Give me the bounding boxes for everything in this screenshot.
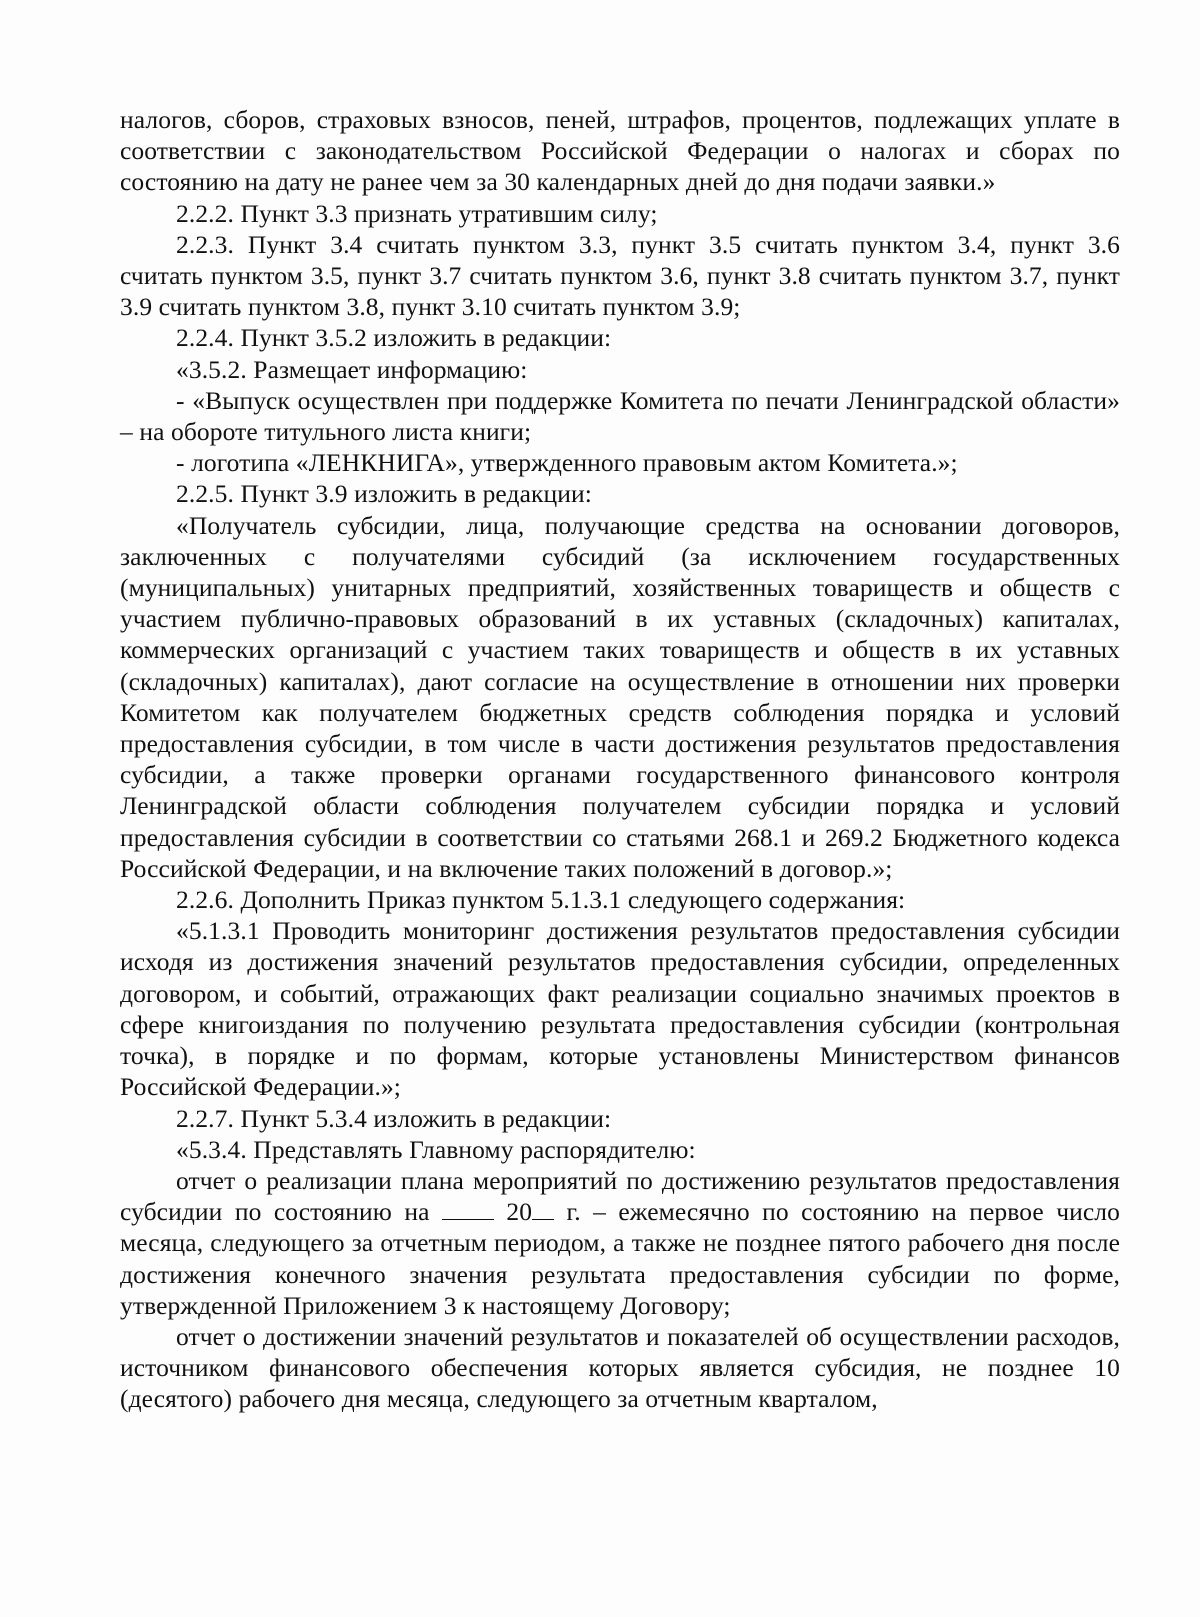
paragraph-info-logo: - логотипа «ЛЕНКНИГА», утвержденного правовым актом Комитета.»; bbox=[176, 448, 958, 478]
paragraph-2-2-5: 2.2.5. Пункт 3.9 изложить в редакции: bbox=[176, 479, 592, 509]
year-blank-field bbox=[532, 1197, 554, 1220]
paragraph-2-2-2: 2.2.2. Пункт 3.3 признать утратившим силу; bbox=[176, 198, 658, 228]
date-blank-field bbox=[442, 1197, 494, 1220]
paragraph-5-3-4: «5.3.4. Представлять Главному распорядителю: bbox=[176, 1134, 696, 1164]
paragraph-3-5-2: «3.5.2. Размещает информацию: bbox=[176, 354, 528, 384]
paragraph-taxes-continuation: налогов, сборов, страховых взносов, пеней, штрафов, процентов, подлежащих уплате в соответствии с законодательством Российской Федерации о налогах и сборах по состоянию на дату не ранее чем за 30 календарных дней до дня подачи заявки.» bbox=[120, 105, 1120, 197]
paragraph-2-2-3: 2.2.3. Пункт 3.4 считать пунктом 3.3, пункт 3.5 считать пунктом 3.4, пункт 3.6 считать пунктом 3.5, пункт 3.7 считать пунктом 3.6, пункт 3.8 считать пунктом 3.7, пункт 3.9 считать пунктом 3.8, пункт 3.10 считать пунктом 3.9; bbox=[120, 229, 1120, 322]
document-body bbox=[120, 104, 1120, 1415]
paragraph-report-results: отчет о достижении значений результатов и показателей об осуществлении расходов, источником финансового обеспечения которых является субсидия, не позднее 10 (десятого) рабочего дня месяца, следующего за отчетным кварталом, bbox=[120, 1321, 1120, 1414]
paragraph-2-2-6: 2.2.6. Дополнить Приказ пунктом 5.1.3.1 следующего содержания: bbox=[176, 885, 906, 915]
report-plan-text-end: г. – ежемесячно по состоянию на первое число месяца, следующего за отчетным периодом, а также не позднее пятого рабочего дня после достижения конечного значения результата предоставления субсидии по форме, утвержденной Приложением 3 к настоящему Договору; bbox=[120, 1197, 1120, 1320]
paragraph-report-plan bbox=[120, 1165, 1120, 1321]
report-plan-text-start: отчет о реализации плана мероприятий по достижению результатов предоставления субсидии по состоянию на bbox=[120, 1165, 1120, 1227]
paragraph-2-2-4: 2.2.4. Пункт 3.5.2 изложить в редакции: bbox=[176, 323, 612, 353]
paragraph-recipient-consent: «Получатель субсидии, лица, получающие средства на основании договоров, заключенных с получателями субсидий (за исключением государственных (муниципальных) унитарных предприятий, хозяйственных товариществ и обществ с участием публично-правовых образований в их уставных (складочных) капиталах, коммерческих организаций с участием таких товариществ и обществ в их уставных (складочных) капиталах), дают согласие на осуществление в отношении них проверки Комитетом как получателем бюджетных средств соблюдения порядка и условий предоставления субсидии, в том числе в части достижения результатов предоставления субсидии, а также проверки органами государственного финансового контроля Ленинградской области соблюдения получателем субсидии порядка и условий предоставления субсидии в соответствии со статьями 268.1 и 269.2 Бюджетного кодекса Российской Федерации, и на включение таких положений в договор.»; bbox=[120, 510, 1120, 883]
paragraph-2-2-7: 2.2.7. Пункт 5.3.4 изложить в редакции: bbox=[176, 1103, 612, 1133]
report-plan-year-prefix: 20 bbox=[493, 1197, 533, 1227]
paragraph-info-issue: - «Выпуск осуществлен при поддержке Комитета по печати Ленинградской области» – на обороте титульного листа книги; bbox=[120, 385, 1120, 447]
paragraph-5-1-3-1: «5.1.3.1 Проводить мониторинг достижения результатов предоставления субсидии исходя из достижения значений результатов предоставления субсидии, определенных договором, и событий, отражающих факт реализации социально значимых проектов в сфере книгоиздания по получению результата предоставления субсидии (контрольная точка), в порядке и по формам, которые установлены Министерством финансов Российской Федерации.»; bbox=[120, 916, 1120, 1102]
